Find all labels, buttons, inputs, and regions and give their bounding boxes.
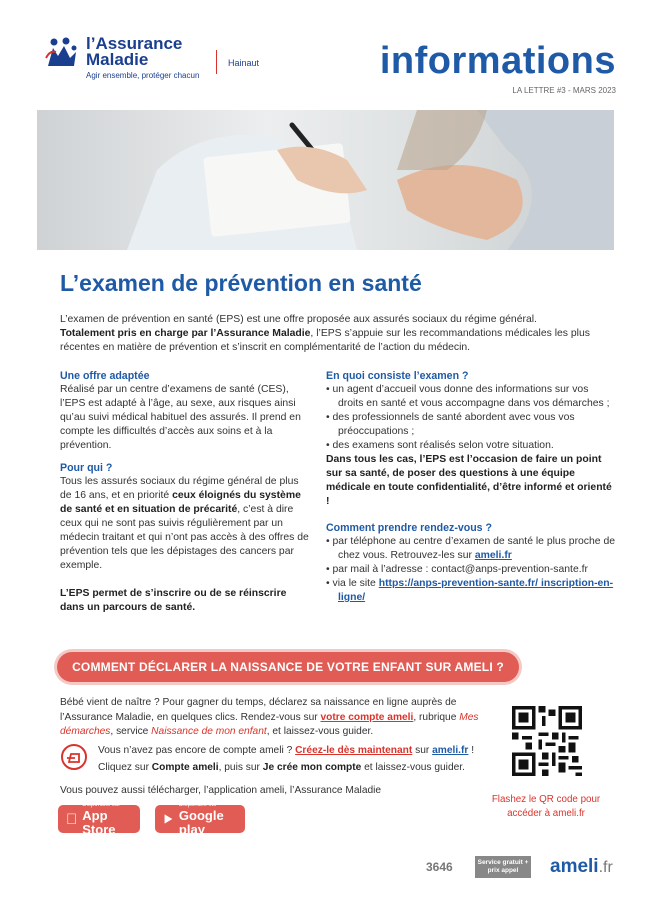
left-column	[60, 369, 310, 615]
je-cree-bold: Je crée mon compte	[262, 762, 362, 773]
create-account-cta	[60, 742, 510, 776]
list-item	[326, 535, 616, 563]
naissance-text-d: , et laissez-vous guider.	[266, 726, 374, 737]
right-column	[326, 369, 616, 605]
assurance-maladie-logo	[44, 36, 199, 80]
phone-text: • par téléphone au centre d’examen de santé le plus proche de chez vous. Retrouvez-les sur	[326, 536, 615, 561]
inscription-link[interactable]: https://anps-prevention-sante.fr/ inscription-en-ligne/	[338, 578, 614, 603]
consultation-illustration	[37, 110, 614, 250]
family-logo-icon	[44, 36, 80, 70]
cta2-text-e: et laissez-vous guider.	[361, 762, 465, 773]
list-item: • des examens sont réalisés selon votre situation.	[326, 440, 554, 451]
intro-bold: Totalement pris en charge par l’Assurance Maladie	[60, 328, 311, 339]
google-play-label: Google play	[178, 807, 224, 837]
bold-summary: Dans tous les cas, l’EPS est l’occasion de faire un point sur sa santé, de poser des questions à une équipe médicale en toute confidentialité, d’être informé et orienté !	[326, 454, 612, 507]
heading-offre-adaptee: Une offre adaptée	[60, 370, 150, 382]
download-text: Vous pouvez aussi télécharger, l’application ameli, l’Assurance Maladie	[60, 785, 382, 796]
heading-pour-qui: Pour qui ?	[60, 462, 113, 474]
article-title: L’examen de prévention en santé	[60, 270, 422, 296]
intro-text-1: L’examen de prévention en santé (EPS) est une offre proposée aux assurés sociaux du régime général.	[60, 314, 537, 325]
pointing-hand-icon	[60, 744, 88, 770]
pour-qui-paragraph	[60, 475, 310, 573]
cta-text-b: sur	[412, 745, 433, 756]
list-item: • un agent d’accueil vous donne des informations sur vos droits en santé et vous accompagne dans vos démarches ;	[326, 384, 610, 409]
article-intro	[60, 313, 600, 355]
app-store-small-label: Disponible sur	[71, 801, 110, 808]
ameli-link[interactable]: ameli.fr	[474, 550, 512, 561]
intro-text-2: , l’EPS s’appuie sur les recommandations médicales les plus récentes en matière de prévention et s’inscrit en complémentarité de l’action du médecin.	[60, 328, 590, 353]
pour-qui-bold: ceux éloignés du système de santé et en situation de précarité	[60, 490, 301, 515]
phone-badge: Service gratuit + prix appel	[475, 856, 531, 878]
qr-code-icon[interactable]	[512, 706, 582, 776]
naissance-text-c: , service	[110, 726, 152, 737]
create-account-link[interactable]: Créez-le dès maintenant	[295, 745, 413, 756]
list-item: • des professionnels de santé abordent avec vous vos préoccupations ;	[326, 412, 575, 437]
compte-ameli-bold: Compte ameli	[151, 762, 219, 773]
cta-text-d: !	[468, 745, 475, 756]
google-play-small-label: Disponible sur	[178, 801, 217, 808]
naissance-service-text: Naissance de mon enfant	[151, 726, 267, 737]
cta-line-1	[98, 742, 474, 759]
consultation-photo	[37, 110, 614, 250]
cta-text-a: Vous n’avez pas encore de compte ameli ?	[98, 745, 296, 756]
mes-demarches-text: Mes démarches	[60, 711, 479, 737]
list-item: • par mail à l’adresse : contact@anps-prevention-sante.fr	[326, 564, 588, 575]
pour-qui-text-a: Tous les assurés sociaux du régime général de plus de 16 ans, et en priorité	[60, 476, 299, 501]
list-item	[326, 577, 616, 605]
app-store-button[interactable]	[58, 801, 140, 837]
issue-label: LA LETTRE #3 - MARS 2023	[512, 86, 616, 95]
ameli-tld: .fr	[598, 859, 613, 876]
logo-tagline: Agir ensemble, protéger chacun	[86, 71, 200, 80]
newsletter-title: informations	[379, 40, 616, 82]
offre-paragraph: Réalisé par un centre d’examens de santé (CES), l’EPS est adapté à l’âge, au sexe, aux risques ainsi qu’au suivi médical habituel des assurés. Il prend en compte les difficultés d’accès aux soins et à la prévention.	[60, 384, 301, 451]
naissance-text-a: Bébé vient de naître ? Pour gagner du temps, déclarez sa naissance en ligne auprès de l’Assurance Maladie, en quelques clics. Rendez-vous sur	[60, 697, 457, 723]
logo-title-line-2: Maladie	[86, 50, 149, 69]
ameli-fr-link[interactable]: ameli.fr	[432, 745, 469, 756]
apple-icon	[66, 811, 77, 828]
pour-qui-text-c: , c’est à dire ceux qui ne sont pas suivis régulièrement par un médecin traitant et qui n’ont pas accès à des offres de prévention tels que les dépistages des cancers par exemple.	[60, 504, 309, 571]
app-store-label: App Store	[71, 807, 105, 837]
google-play-button[interactable]	[155, 801, 245, 837]
heading-rendez-vous: Comment prendre rendez-vous ?	[326, 522, 492, 534]
naissance-paragraph	[60, 696, 500, 740]
logo-separator	[216, 50, 217, 74]
heading-en-quoi: En quoi consiste l’examen ?	[326, 370, 469, 382]
parcours-paragraph: L’EPS permet de s’inscrire ou de se réinscrire dans un parcours de santé.	[60, 588, 287, 613]
naissance-banner: COMMENT DÉCLARER LA NAISSANCE DE VOTRE ENFANT SUR AMELI ?	[57, 652, 519, 682]
cta2-text-a: Cliquez sur	[98, 762, 152, 773]
ameli-wordmark: ameli	[550, 856, 599, 877]
cta-line-2	[98, 759, 474, 776]
play-icon	[163, 812, 174, 826]
site-text: • via le site	[326, 578, 379, 589]
logo-title-line-1: l’Assurance	[86, 34, 183, 53]
qr-caption: Flashez le QR code pour accéder à ameli.fr	[491, 794, 601, 819]
region-label: Hainaut	[228, 58, 260, 68]
phone-number: 3646	[426, 860, 453, 874]
cta2-text-c: , puis sur	[218, 762, 263, 773]
compte-ameli-link[interactable]: votre compte ameli	[320, 711, 414, 723]
ameli-logo	[550, 856, 613, 878]
naissance-text-b: , rubrique	[413, 711, 460, 723]
